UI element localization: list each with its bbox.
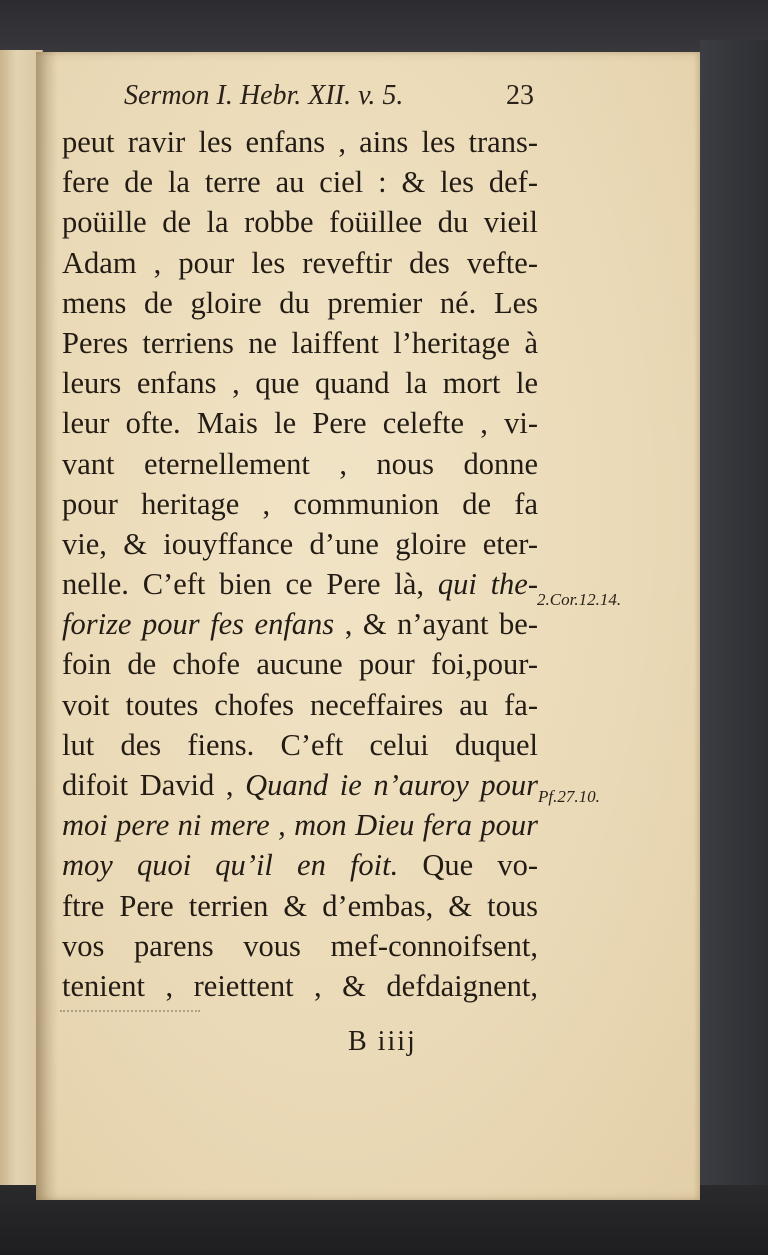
text-line: leurs enfans , que quand la mort le <box>62 366 538 401</box>
background-top <box>0 0 768 60</box>
italic-segment: qui the- <box>437 567 539 602</box>
text-line-mixed <box>62 765 538 805</box>
text-line: fere de la terre au ciel : & les def- <box>62 165 538 200</box>
text-line: peut ravir les enfans , ains les trans- <box>62 125 538 159</box>
text-line: leur ofte. Mais le Pere celefte , vi- <box>62 406 538 441</box>
page-number: 23 <box>506 80 534 111</box>
italic-segment: Quand ie n’auroy pour <box>245 768 538 802</box>
margin-note-reference: 2.Cor.12.14. <box>537 590 622 609</box>
text-line: voit toutes chofes neceffaires au fa- <box>62 687 538 722</box>
text-line: mens de gloire du premier né. Les <box>62 285 538 320</box>
text-line-italic: moi pere ni mere , mon Dieu fera pour <box>62 808 538 843</box>
signature-mark: B iiij <box>348 1026 417 1057</box>
text-line: Adam , pour les reveftir des vefte- <box>62 245 538 280</box>
body-text <box>62 122 538 1006</box>
text-line-mixed <box>62 564 538 604</box>
ink-smudge <box>60 1010 200 1015</box>
text-line: vos parens vous mef-connoifsent, <box>62 928 538 963</box>
text-line: ftre Pere terrien & d’embas, & tous <box>62 888 538 923</box>
italic-segment: moy quoi qu’il en foit. <box>62 848 399 883</box>
text-line-mixed <box>62 604 538 644</box>
text-segment: Que vo- <box>422 848 538 883</box>
text-segment: nelle. C’eft bien ce Pere là, <box>62 567 424 602</box>
page-header <box>124 80 544 120</box>
text-segment: difoit David , <box>62 768 234 802</box>
text-line: poüille de la robbe foüillee du vieil <box>62 205 538 240</box>
background-right <box>700 40 768 1220</box>
text-line: vie, & iouyffance d’une gloire eter- <box>62 526 538 561</box>
italic-segment: forize pour fes enfans <box>62 607 335 642</box>
text-line-mixed <box>62 845 538 885</box>
gutter-shadow <box>36 52 58 1200</box>
margin-note-reference: Pf.27.10. <box>538 787 600 806</box>
running-title: Sermon I. Hebr. XII. v. 5. <box>124 80 404 111</box>
text-line: vant eternellement , nous donne <box>62 446 538 481</box>
text-line: tenient , reiettent , & defdaignent, <box>62 968 538 1003</box>
text-line: lut des fiens. C’eft celui duquel <box>62 727 538 762</box>
text-line: Peres terriens ne laiffent l’heritage à <box>62 325 538 360</box>
text-line: foin de chofe aucune pour foi,pour- <box>62 647 538 682</box>
text-line: pour heritage , communion de fa <box>62 486 538 521</box>
text-segment: , & n’ayant be- <box>334 607 539 642</box>
